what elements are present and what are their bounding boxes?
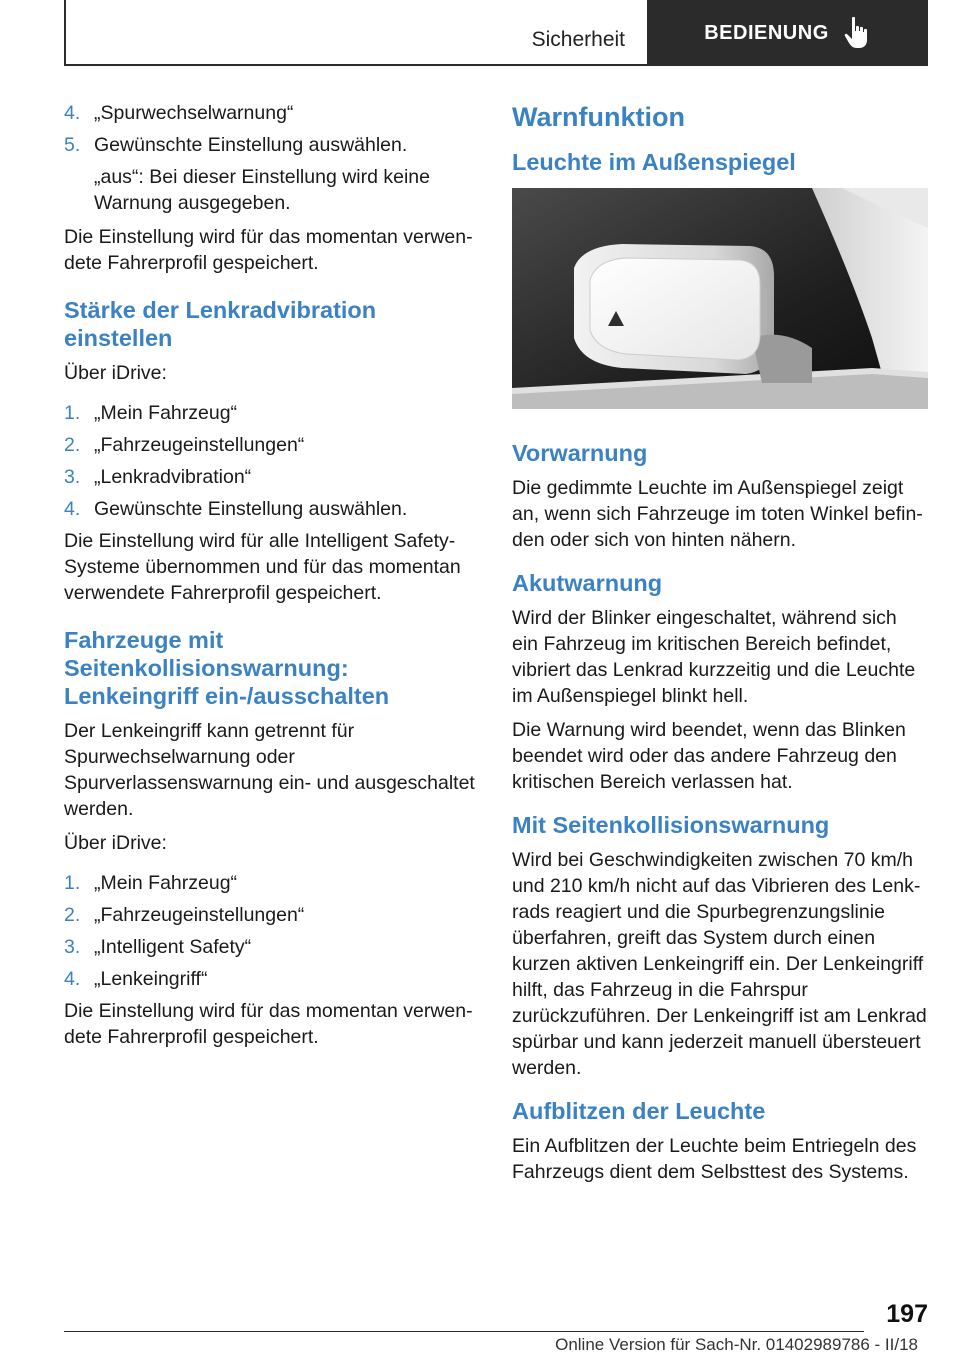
paragraph: Wird der Blinker eingeschaltet, während sich ein Fahrzeug im kritischen Bereich befindet, vibriert das Lenkrad kurzzeitig und die Leuchte im Außenspiegel blinkt hell. xyxy=(512,607,916,707)
header-chapter-tab xyxy=(649,0,928,66)
list-item: 1. „Mein Fahrzeug“ xyxy=(64,872,238,894)
paragraph: Die Warnung wird beendet, wenn das Blinken beendet wird oder das andere Fahrzeug den kritischen Bereich verlassen hat. xyxy=(512,719,906,793)
chapter-title: BEDIENUNG xyxy=(704,21,829,44)
idrive-label: Über iDrive: xyxy=(64,832,167,854)
list-item: 4. Gewünschte Einstellung auswählen. xyxy=(64,498,408,520)
pointing-hand-icon xyxy=(843,16,873,50)
section-heading: Fahrzeuge mit Seitenkollisionswarnung: Lenkeingriff ein-/ausschalten xyxy=(64,627,390,709)
footer-rule xyxy=(64,1331,864,1332)
section-heading: Stärke der Lenkradvibration einstellen xyxy=(64,297,377,351)
header-rule xyxy=(64,64,928,66)
idrive-label: Über iDrive: xyxy=(64,362,167,384)
section-heading: Aufblitzen der Leuchte xyxy=(512,1098,766,1124)
paragraph: Die Einstellung wird für das momentan verwendete Fahrerprofil gespeichert. xyxy=(64,226,473,274)
list-item: 2. „Fahrzeugeinstellungen“ xyxy=(64,904,305,926)
list-item: 1. „Mein Fahrzeug“ xyxy=(64,402,238,424)
paragraph: Die Einstellung wird für das momentan verwendete Fahrerprofil gespeichert. xyxy=(64,1000,473,1048)
footer-version: Online Version für Sach-Nr. 01402989786 - II/18 xyxy=(555,1335,918,1354)
paragraph: Ein Aufblitzen der Leuchte beim Entriegeln des Fahrzeugs dient dem Selbsttest des Systems. xyxy=(512,1135,917,1183)
section-heading: Mit Seitenkollisionswarnung xyxy=(512,812,830,838)
list-item: 2. „Fahrzeugeinstellungen“ xyxy=(64,434,305,456)
section-heading: Leuchte im Außenspiegel xyxy=(512,149,796,175)
paragraph: Die Einstellung wird für alle Intelligent Safety-Systeme übernommen und für das momentan verwendete Fahrerprofil gespeichert. xyxy=(64,530,461,604)
list-item: 3. „Lenkradvibration“ xyxy=(64,466,252,488)
paragraph: Der Lenkeingriff kann getrennt für Spurwechselwarnung oder Spurverlassenswarnung ein- und ausgeschaltet werden. xyxy=(64,720,475,820)
section-heading: Akutwarnung xyxy=(512,570,663,596)
left-column xyxy=(64,100,476,1058)
list-item: 4. „Lenkeingriff“ xyxy=(64,968,208,990)
list-item: 5. Gewünschte Einstellung auswählen. xyxy=(64,134,408,156)
side-mirror-illustration xyxy=(512,188,928,409)
section-heading: Vorwarnung xyxy=(512,440,648,466)
list-item: 4. „Spurwechselwarnung“ xyxy=(64,102,294,124)
paragraph: Die gedimmte Leuchte im Außenspiegel zeigt an, wenn sich Fahrzeuge im toten Winkel befinden oder sich von hinten nähern. xyxy=(512,477,923,551)
right-column xyxy=(512,100,928,1193)
page-number: 197 xyxy=(886,1300,928,1328)
list-item: 3. „Intelligent Safety“ xyxy=(64,936,252,958)
paragraph: Wird bei Geschwindigkeiten zwischen 70 km/h und 210 km/h nicht auf das Vibrieren des Lenkrads reagiert und die Spurbegrenzungslinie überfahren, greift das System durch einen kurzen aktiven Lenkeingriff ein. Der Lenkeingriff hilft, das Fahrzeug in die Fahrspur zurückzuführen. Der Lenkeingriff ist am Lenkrad spürbar und kann jederzeit manuell übersteuert werden. xyxy=(512,849,927,1079)
page-title: Warnfunktion xyxy=(512,102,685,132)
header-section-tab xyxy=(64,0,649,64)
list-note: „aus“: Bei dieser Einstellung wird keine Warnung ausgegeben. xyxy=(94,166,430,214)
section-title: Sicherheit xyxy=(531,28,625,51)
